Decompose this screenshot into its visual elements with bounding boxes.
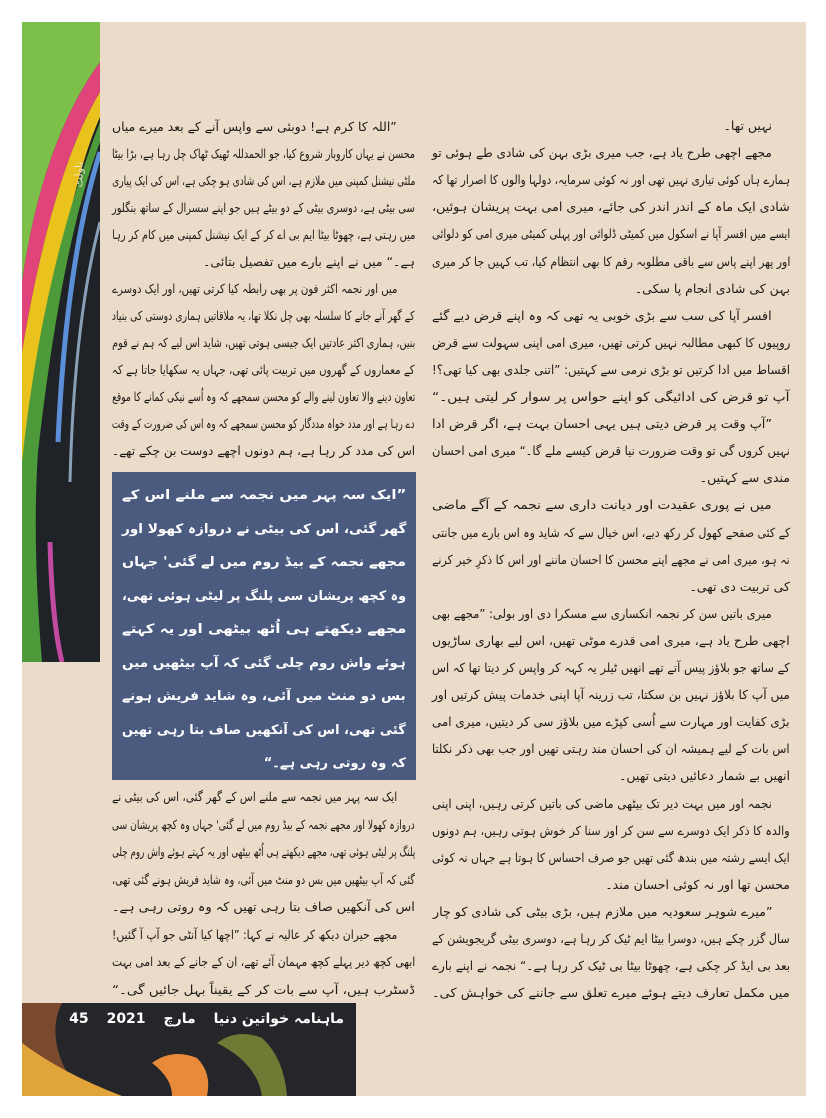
- text-line: گئی کہ آپ بیٹھیں میں بس دو منٹ میں آئی، وہ شاید فریش ہونے گئی تھی،: [112, 871, 415, 887]
- text-line: افسر آپا کی سب سے بڑی خوبی یہ تھی کہ وہ اپنے قرض دیے گئے: [432, 307, 772, 323]
- text-line: ”ایک سہ پہر میں نجمہ سے ملنے اس کے: [121, 488, 406, 503]
- page-number: 45: [69, 1011, 89, 1027]
- text-line: اچھی طرح یاد ہے، میری امی قدرے موٹی تھیں، اس لیے بھاری ساڑیوں: [432, 632, 790, 648]
- left-column-bottom-text: [112, 787, 415, 1007]
- text-line: ”آپ وقت پر قرض دیتی ہیں یہی احسان بہت ہے، اگر قرض ادا: [431, 416, 772, 432]
- text-line: ابھی کچھ دیر پہلے کچھ مہمان آئے تھے، ان کے جانے کے بعد امی بہت: [111, 954, 415, 969]
- text-line: محسن تھا اور نہ کوئی احسان مند۔: [605, 876, 790, 892]
- text-line: کے کئی صفحے کھول کر رکھ دیے، اس خیال سے کہ شاید وہ اس بارے میں جانتی: [431, 524, 790, 540]
- text-line: میں نے پوری عقیدت اور دیانت داری سے نجمہ کے آگے ماضی: [432, 497, 772, 513]
- text-line: تعاون دینے والا تعاون لینے والے کو محسن سمجھے کہ وہ اُسے نیکی کمانے کا موقع: [111, 389, 415, 404]
- text-line: بنیں، ہماری اکثر عادتیں ایک جیسی ہوتی تھیں، شاید اس لیے کہ ہم نے قوم: [111, 335, 415, 350]
- decorative-strip: [22, 22, 100, 662]
- text-line: کے ساتھ جو بلاؤز پیس آتے تھے انھیں ٹیلر یہ کہہ کر واپس کر دیتا تھا کہ اس: [432, 660, 790, 675]
- text-line: گھر گئی، اس کی بیٹی نے دروازہ کھولا اور: [121, 521, 406, 537]
- text-line: میں آپ کا بلاؤز نہیں بن سکتا، تب زرینہ آپا اپنی خدمات پیش کرتیں اور: [432, 687, 790, 703]
- text-line: کی تربیت دی تھی۔: [689, 578, 790, 594]
- text-line: نہیں تھا۔: [723, 118, 772, 133]
- text-line: کے گھر آنے جانے کا سلسلہ بھی چل نکلا تھا، یہ ملاقاتیں ہماری دوستی کی بنیاد: [112, 308, 415, 323]
- text-line: بعد بی ایڈ کر چکی ہے، چھوٹا بیٹا بی ٹیک کر رہا ہے۔“ نجمہ نے اپنے بارے: [431, 958, 790, 974]
- text-line: اقساط میں ادا کرتیں تو بڑی نرمی سے کہتیں: ”اتنی جلدی بھی کیا تھی؟!: [432, 361, 790, 377]
- text-line: اور پھر اپنے پاس سے باقی مطلوبہ رقم کا بھی انتظام کیا، تب کہیں جا کر میری: [431, 253, 790, 269]
- text-line: میری باتیں سن کر نجمہ انکساری سے مسکرا دی اور بولی: ”مجھے بھی: [432, 605, 772, 621]
- text-line: ایک ایسے رشتہ میں بندھ گئی تھیں جو صرف احساس کا ہوتا ہے جہاں نہ کوئی: [432, 849, 790, 865]
- section-label: ناولٹ: [72, 161, 86, 188]
- footer-info-row: [69, 1009, 344, 1029]
- text-line: بس دو منٹ میں آئی، وہ شاید فریش ہونے: [122, 689, 406, 704]
- text-line: اس کی آنکھیں صاف بتا رہی تھیں کہ وہ روتی رہی ہے۔: [112, 899, 415, 914]
- text-line: میں اور نجمہ اکثر فون پر بھی رابطہ کیا کرتی تھیں، اور ایک دوسرے: [111, 281, 397, 296]
- pull-quote-box: [112, 472, 416, 780]
- text-line: میں رہتی ہے، چھوٹا بیٹا ایم بی اے کر کے ایک نیشنل کمپنی میں کام کر رہا: [111, 227, 415, 242]
- text-line: میں مکمل تعارف دیتے ہوئے میرے تعلق سے جاننے کی خواہش کی۔: [432, 985, 790, 1001]
- text-line: ایک سہ پہر میں نجمہ سے ملنے اس کے گھر گئی، اس کی بیٹی نے: [111, 789, 397, 804]
- text-line: گئی تھی، اس کی آنکھیں صاف بتا رہی تھیں: [122, 722, 406, 738]
- text-line: کہ وہ روتی رہی ہے۔“: [263, 756, 406, 771]
- text-line: ”اللہ کا کرم ہے! دوبئی سے واپس آنے کے بعد میرے میاں: [112, 119, 397, 134]
- text-line: مجھے دیکھتے ہی اُٹھ بیٹھی اور یہ کہتے: [121, 622, 406, 637]
- text-line: دروازہ کھولا اور مجھے نجمہ کے بیڈ روم میں لے گئی' جہاں وہ کچھ پریشان سی: [112, 816, 415, 832]
- text-line: اس بات کے لیے ہمیشہ ان کی احسان مند رہتی تھیں اور جب بھی ذکر نکلتا: [432, 741, 790, 757]
- issue-month: مارچ: [163, 1011, 196, 1027]
- text-line: شادی ایک ماہ کے اندر اندر کی جائے، میری امی بہت پریشان ہوئیں،: [432, 199, 790, 215]
- text-line: دے رہا ہے اور مدد خواہ مددگار کو محسن سمجھے کہ وہ اس کی ضرورت کے وقت: [112, 416, 415, 431]
- text-line: سی بیٹی ہے، دوسری بیٹی کے دو بیٹے ہیں جو اپنے سسرال کے ساتھ بنگلور: [112, 200, 415, 215]
- text-line: ایسے میں افسر آپا نے اسکول میں کمیٹی ڈلوائی اور پہلی کمیٹی میری امی کو دلوائی: [431, 226, 790, 242]
- text-line: ”میرے شوہر سعودیہ میں ملازم ہیں، بڑی بیٹی کی شادی کو چار: [432, 903, 772, 919]
- text-line: ملٹی نیشنل کمپنی میں ملازم ہے، اس کی شادی ہو چکی ہے، اس کی ایک پیاری: [111, 173, 415, 188]
- text-line: مجھے نجمہ کے بیڈ روم میں لے گئی' جہاں: [122, 555, 406, 570]
- left-column-text: [112, 117, 415, 457]
- page-footer: [22, 1003, 356, 1096]
- text-line: وہ کچھ پریشان سی پلنگ پر لیٹی ہوئی تھی،: [121, 588, 406, 604]
- text-line: کے معماروں کے گھروں میں تربیت پائی تھی، جہاں یہ سکھایا جاتا ہے کہ: [112, 362, 415, 377]
- text-line: مجھے اچھی طرح یاد ہے، جب میری بڑی بہن کی شادی طے ہوئی تو: [432, 145, 772, 161]
- text-line: محسن نے یہاں کاروبار شروع کیا، جو الحمدللہ ٹھیک ٹھاک چل رہا ہے، بڑا بیٹا: [112, 146, 415, 161]
- text-line: انھیں بے شمار دعائیں دیتی تھیں۔: [619, 768, 790, 784]
- right-column-text: [432, 116, 790, 1006]
- text-line: ہمارے ہاں کوئی تیاری نہیں تھی اور نہ کوئی سرمایہ، دولہا والوں کا اصرار تھا کہ: [431, 172, 790, 188]
- text-line: مجھے حیران دیکھ کر عالیہ نے کہا: ”اچھا کیا آنٹی جو آپ آ گئیں!: [111, 926, 397, 942]
- text-line: آپ تو قرض کی ادائیگی کو اپنے حواس پر سوار کر لیتی ہیں۔“: [432, 389, 790, 404]
- text-line: نہیں کروں گی تو وقت ضرورت نیا قرض کیسے ملے گا۔“ میری امی احسان: [432, 443, 790, 459]
- text-line: اس کی مدد کر رہا ہے، ہم دونوں اچھے دوست بن چکے تھے۔: [111, 443, 415, 458]
- text-line: ڈسٹرب ہیں، آپ سے بات کر کے یقیناً بہل جائیں گی۔“: [112, 981, 415, 997]
- text-line: ہوئے واش روم چلی گئی کہ آپ بیٹھیں میں: [122, 655, 406, 671]
- text-line: ہے۔“ میں نے اپنے بارے میں تفصیل بتائی۔: [203, 254, 415, 269]
- text-line: نجمہ اور میں بہت دیر تک بیٹھی ماضی کی باتیں کرتی رہیں، اپنی اپنی: [432, 795, 772, 811]
- text-line: والدہ کا ذکر ایک دوسرے سے سن کر اور سنا کر خوش ہوتی رہیں، ہم دونوں: [432, 822, 790, 838]
- text-line: مندی سے کہتیں۔: [699, 470, 790, 486]
- text-line: بڑی کفایت اور مہارت سے اُسی کپڑے میں بلاؤز سی کر دیتیں، میری امی: [432, 714, 790, 730]
- text-line: بہن کی شادی انجام پا سکی۔: [634, 280, 790, 296]
- text-line: روپیوں کا کبھی مطالبہ نہیں کرتی تھیں، میری امی اپنی سہولت سے قرض: [431, 334, 790, 350]
- issue-year: 2021: [106, 1011, 146, 1027]
- text-line: نہ ہو، میری امی نے مجھے اپنے محسن کا احسان ماننے اور اس کا ذکرِ خیر کرنے: [432, 551, 790, 567]
- magazine-name: ماہنامہ خواتین دنیا: [213, 1011, 344, 1027]
- text-line: پلنگ پر لیٹی ہوئی تھی، مجھے دیکھتے ہی اُٹھ بیٹھی اور یہ کہتے ہوئے واش روم چلی: [111, 844, 415, 859]
- text-line: سال گزر چکے ہیں، دوسرا بیٹا ایم ٹیک کر رہا ہے، دوسری بیٹی گریجویشن کے: [432, 931, 790, 946]
